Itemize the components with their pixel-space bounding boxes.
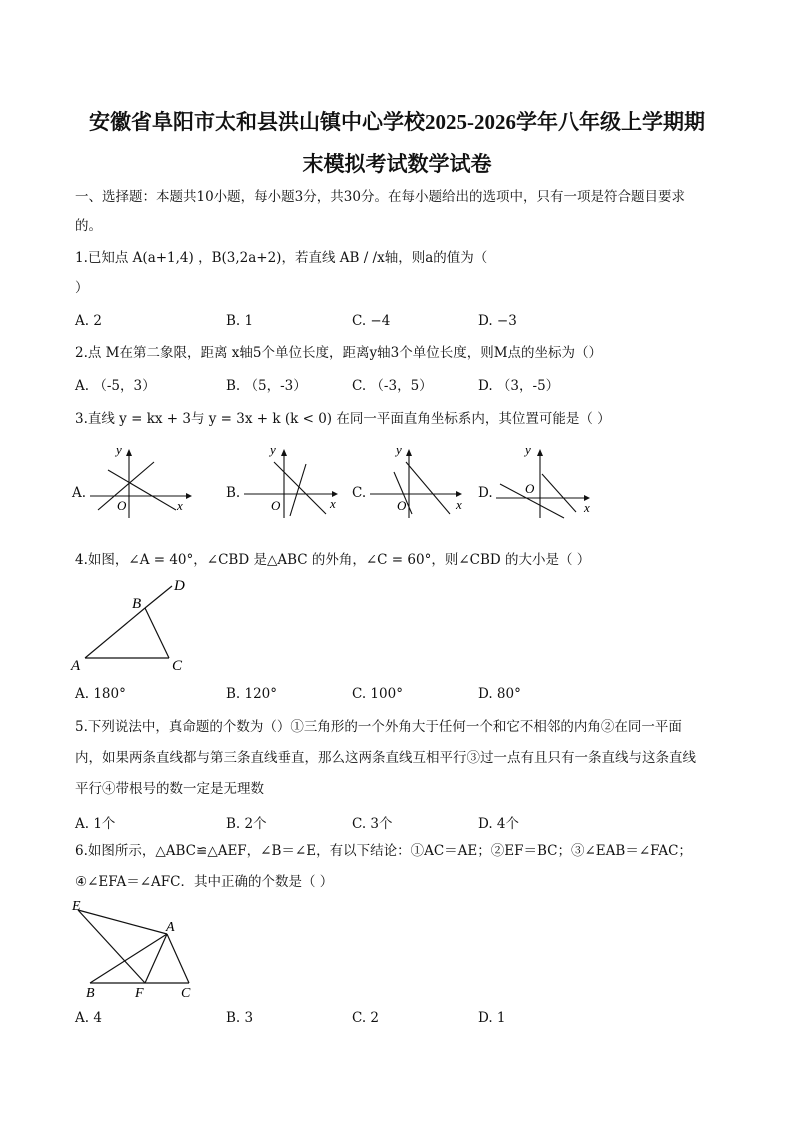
q3-graph-d [492,442,602,520]
q5-stem-line1: 5.下列说法中，真命题的个数为（）①三角形的一个外角大于任何一个和它不相邻的内角②在同一平面 [75,719,682,735]
y-axis-arrow-icon [126,449,132,456]
q2-stem-line1: 2.点 M在第二象限，距离 x轴5个单位长度，距离y轴3个单位长度，则M点的坐标为（） [75,345,603,361]
q6-triangles-figure [68,896,198,1002]
q4-option-b[interactable]: B. 120° [226,686,278,702]
q6-option-d[interactable]: D. 1 [478,1010,506,1026]
point-b-label: B [86,986,95,1001]
q3-option-d[interactable]: D. [478,485,493,501]
q3-option-a[interactable]: A. [72,485,87,501]
exam-title-line1: 安徽省阜阳市太和县洪山镇中心学校2025-2026学年八年级上学期期 [89,110,705,134]
q1-stem-line2: ） [75,280,89,296]
y-axis-arrow-icon [537,449,543,456]
side-ab [85,608,145,658]
q5-option-b[interactable]: B. 2个 [226,816,267,832]
q1-option-c[interactable]: C. −4 [352,313,391,329]
x-axis-label: x [330,496,336,511]
q3-graph-c [366,442,476,520]
y-axis-arrow-icon [281,449,287,456]
point-a-label: A [166,920,175,935]
q2-option-a[interactable]: A. （-5，3） [75,378,156,394]
q4-option-c[interactable]: C. 100° [352,686,403,702]
x-axis-label: x [177,498,183,513]
line-ef [78,910,145,983]
q5-stem-line2: 内，如果两条直线都与第三条直线垂直，那么这两条直线互相平行③过一点有且只有一条直线与这条直线 [75,750,696,766]
vertex-a-label: A [71,658,81,674]
vertex-b-label: B [132,596,142,612]
graph-line [290,464,306,516]
q4-triangle-figure [68,574,198,674]
y-axis-label: y [116,442,122,457]
q1-option-d[interactable]: D. −3 [478,313,517,329]
q5-option-d[interactable]: D. 4个 [478,816,520,832]
section-heading-line1: 一、选择题：本题共10小题，每小题3分，共30分。在每小题给出的选项中，只有一项是符合题目要求 [75,189,685,205]
point-e-label: E [72,899,81,914]
ray-bd [145,586,172,608]
graph-line [542,474,576,512]
q5-option-c[interactable]: C. 3个 [352,816,393,832]
q2-option-c[interactable]: C. （-3，5） [352,378,433,394]
q3-option-c[interactable]: C. [352,485,367,501]
point-c-label: C [181,986,191,1001]
x-axis-arrow-icon [186,493,192,499]
x-axis-label: x [456,497,462,512]
y-axis-label: y [525,442,531,457]
q1-stem-line1: 1.已知点 A(a+1,4) ，B(3,2a+2)，若直线 AB / /x轴，则a的值为（ [75,250,488,266]
graph-line [274,462,326,514]
q4-stem-line1: 4.如图，∠A = 40°，∠CBD 是△ABC 的外角，∠C = 60°，则∠CBD 的大小是（ ） [75,552,591,568]
q5-stem-line3: 平行④带根号的数一定是无理数 [75,781,264,797]
q6-stem-line2: ④∠EFA＝∠AFC．其中正确的个数是（ ） [75,874,334,890]
q3-graph-a [86,442,196,520]
q1-option-b[interactable]: B. 1 [226,313,254,329]
q4-option-a[interactable]: A. 180° [75,686,126,702]
q3-stem-line1: 3.直线 y = kx + 3与 y = 3x + k (k < 0) 在同一平面直角坐标系内，其位置可能是（ ） [75,411,611,427]
q5-option-a[interactable]: A. 1个 [75,816,116,832]
q6-option-a[interactable]: A. 4 [75,1010,102,1026]
point-f-label: F [135,986,144,1001]
line-ea [78,910,167,934]
y-axis-label: y [396,442,402,457]
section-heading-line2: 的。 [75,218,102,234]
q2-option-b[interactable]: B. （5，-3） [226,378,307,394]
x-axis-label: x [584,500,590,515]
origin-label: O [525,481,535,496]
y-axis-label: y [270,442,276,457]
q6-option-b[interactable]: B. 3 [226,1010,254,1026]
q1-option-a[interactable]: A. 2 [75,313,102,329]
side-bc [145,608,169,658]
y-axis-arrow-icon [406,449,412,456]
q2-option-d[interactable]: D. （3，-5） [478,378,560,394]
line-ac [167,934,189,983]
graph-line [406,462,450,514]
exam-title-line2: 末模拟考试数学试卷 [302,152,492,176]
q4-option-d[interactable]: D. 80° [478,686,521,702]
vertex-c-label: C [172,658,183,674]
q3-option-b[interactable]: B. [226,485,241,501]
q6-option-c[interactable]: C. 2 [352,1010,380,1026]
q3-graph-b [240,442,350,520]
origin-label: O [117,498,127,513]
point-d-label: D [174,578,185,594]
origin-label: O [271,498,281,513]
q6-stem-line1: 6.如图所示，△ABC≌△AEF，∠B＝∠E，有以下结论：①AC＝AE；②EF＝BC；③∠EAB＝∠FAC； [75,843,692,859]
origin-label: O [397,498,407,513]
